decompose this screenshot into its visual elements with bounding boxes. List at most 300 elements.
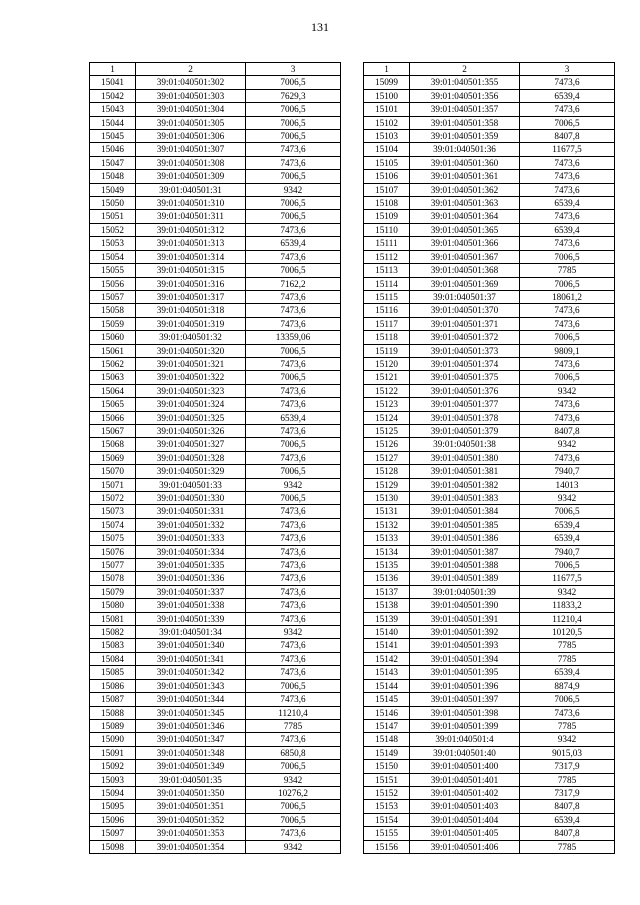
- row-number-cell: 15100: [364, 89, 410, 102]
- value-cell: 11677,5: [520, 143, 615, 156]
- value-cell: 9342: [520, 585, 615, 598]
- cadastral-number-cell: 39:01:040501:329: [136, 465, 246, 478]
- row-number-cell: 15049: [90, 183, 136, 196]
- cadastral-number-cell: 39:01:040501:309: [136, 170, 246, 183]
- value-cell: 7785: [246, 719, 341, 732]
- value-cell: 8407,8: [520, 800, 615, 813]
- value-cell: 7006,5: [246, 197, 341, 210]
- table-row: [90, 652, 341, 665]
- row-number-cell: 15102: [364, 116, 410, 129]
- cadastral-number-cell: 39:01:040501:371: [410, 317, 520, 330]
- value-cell: 7473,6: [520, 210, 615, 223]
- value-cell: 7006,5: [520, 250, 615, 263]
- table-row: [364, 505, 615, 518]
- row-number-cell: 15109: [364, 210, 410, 223]
- value-cell: 6850,8: [246, 746, 341, 759]
- table-row: [364, 170, 615, 183]
- value-cell: 9342: [520, 492, 615, 505]
- row-number-cell: 15096: [90, 813, 136, 826]
- row-number-cell: 15063: [90, 371, 136, 384]
- table-row: [90, 237, 341, 250]
- cadastral-number-cell: 39:01:040501:325: [136, 411, 246, 424]
- value-cell: 10276,2: [246, 786, 341, 799]
- cadastral-number-cell: 39:01:040501:308: [136, 156, 246, 169]
- row-number-cell: 15101: [364, 103, 410, 116]
- row-number-cell: 15127: [364, 451, 410, 464]
- cadastral-number-cell: 39:01:040501:380: [410, 451, 520, 464]
- value-cell: 7473,6: [246, 545, 341, 558]
- cadastral-number-cell: 39:01:040501:4: [410, 733, 520, 746]
- value-cell: 13359,06: [246, 331, 341, 344]
- cadastral-number-cell: 39:01:040501:327: [136, 438, 246, 451]
- value-cell: 7473,6: [246, 357, 341, 370]
- value-cell: 7473,6: [520, 304, 615, 317]
- table-row: [364, 76, 615, 89]
- table-row: [364, 264, 615, 277]
- table-row: [90, 384, 341, 397]
- cadastral-number-cell: 39:01:040501:34: [136, 626, 246, 639]
- cadastral-number-cell: 39:01:040501:379: [410, 424, 520, 437]
- value-cell: 7006,5: [246, 116, 341, 129]
- value-cell: 7473,6: [246, 639, 341, 652]
- value-cell: 7473,6: [520, 103, 615, 116]
- registry-table-right: [363, 62, 615, 854]
- value-cell: 9342: [520, 384, 615, 397]
- value-cell: 7006,5: [246, 800, 341, 813]
- table-row: [364, 572, 615, 585]
- cadastral-number-cell: 39:01:040501:36: [410, 143, 520, 156]
- cadastral-number-cell: 39:01:040501:368: [410, 264, 520, 277]
- row-number-cell: 15070: [90, 465, 136, 478]
- table-row: [364, 331, 615, 344]
- row-number-cell: 15142: [364, 652, 410, 665]
- value-cell: 7473,6: [246, 693, 341, 706]
- row-number-cell: 15154: [364, 813, 410, 826]
- value-cell: 7006,5: [520, 505, 615, 518]
- row-number-cell: 15131: [364, 505, 410, 518]
- column-header: 1: [364, 63, 410, 76]
- value-cell: 7473,6: [246, 250, 341, 263]
- row-number-cell: 15147: [364, 719, 410, 732]
- value-cell: 7473,6: [246, 143, 341, 156]
- value-cell: 7473,6: [246, 733, 341, 746]
- value-cell: 7473,6: [246, 223, 341, 236]
- cadastral-number-cell: 39:01:040501:384: [410, 505, 520, 518]
- row-number-cell: 15083: [90, 639, 136, 652]
- row-number-cell: 15149: [364, 746, 410, 759]
- row-number-cell: 15117: [364, 317, 410, 330]
- row-number-cell: 15128: [364, 465, 410, 478]
- row-number-cell: 15135: [364, 559, 410, 572]
- table-row: [90, 572, 341, 585]
- row-number-cell: 15146: [364, 706, 410, 719]
- cadastral-number-cell: 39:01:040501:358: [410, 116, 520, 129]
- cadastral-number-cell: 39:01:040501:306: [136, 130, 246, 143]
- table-row: [364, 693, 615, 706]
- cadastral-number-cell: 39:01:040501:339: [136, 612, 246, 625]
- table-row: [364, 652, 615, 665]
- value-cell: 7006,5: [246, 371, 341, 384]
- table-row: [364, 599, 615, 612]
- row-number-cell: 15044: [90, 116, 136, 129]
- value-cell: 7785: [520, 264, 615, 277]
- cadastral-number-cell: 39:01:040501:348: [136, 746, 246, 759]
- cadastral-number-cell: 39:01:040501:394: [410, 652, 520, 665]
- row-number-cell: 15132: [364, 518, 410, 531]
- row-number-cell: 15152: [364, 786, 410, 799]
- cadastral-number-cell: 39:01:040501:361: [410, 170, 520, 183]
- value-cell: 7006,5: [246, 813, 341, 826]
- cadastral-number-cell: 39:01:040501:373: [410, 344, 520, 357]
- table-row: [364, 290, 615, 303]
- table-row: [364, 183, 615, 196]
- row-number-cell: 15052: [90, 223, 136, 236]
- row-number-cell: 15153: [364, 800, 410, 813]
- cadastral-number-cell: 39:01:040501:392: [410, 626, 520, 639]
- table-body-right: [364, 63, 615, 854]
- table-row: [90, 250, 341, 263]
- value-cell: 7473,6: [246, 156, 341, 169]
- row-number-cell: 15060: [90, 331, 136, 344]
- row-number-cell: 15087: [90, 693, 136, 706]
- table-row: [90, 116, 341, 129]
- row-number-cell: 15107: [364, 183, 410, 196]
- value-cell: 9342: [520, 438, 615, 451]
- table-row: [364, 103, 615, 116]
- value-cell: 7006,5: [520, 277, 615, 290]
- row-number-cell: 15136: [364, 572, 410, 585]
- row-number-cell: 15129: [364, 478, 410, 491]
- value-cell: 7006,5: [246, 264, 341, 277]
- value-cell: 9342: [246, 626, 341, 639]
- cadastral-number-cell: 39:01:040501:356: [410, 89, 520, 102]
- row-number-cell: 15095: [90, 800, 136, 813]
- value-cell: 7473,6: [520, 706, 615, 719]
- table-row: [364, 639, 615, 652]
- value-cell: 6539,4: [520, 532, 615, 545]
- row-number-cell: 15156: [364, 840, 410, 853]
- page-number: 131: [311, 20, 329, 34]
- row-number-cell: 15108: [364, 197, 410, 210]
- cadastral-number-cell: 39:01:040501:336: [136, 572, 246, 585]
- value-cell: 7473,6: [246, 532, 341, 545]
- table-row: [90, 465, 341, 478]
- table-row: [90, 398, 341, 411]
- table-row: [90, 612, 341, 625]
- value-cell: 7785: [520, 652, 615, 665]
- value-cell: 9342: [246, 478, 341, 491]
- cadastral-number-cell: 39:01:040501:372: [410, 331, 520, 344]
- cadastral-number-cell: 39:01:040501:403: [410, 800, 520, 813]
- cadastral-number-cell: 39:01:040501:331: [136, 505, 246, 518]
- value-cell: 7785: [520, 840, 615, 853]
- cadastral-number-cell: 39:01:040501:330: [136, 492, 246, 505]
- table-row: [364, 760, 615, 773]
- cadastral-number-cell: 39:01:040501:302: [136, 76, 246, 89]
- row-number-cell: 15119: [364, 344, 410, 357]
- row-number-cell: 15071: [90, 478, 136, 491]
- value-cell: 7473,6: [246, 559, 341, 572]
- row-number-cell: 15059: [90, 317, 136, 330]
- table-row: [90, 760, 341, 773]
- value-cell: 7006,5: [246, 679, 341, 692]
- row-number-cell: 15118: [364, 331, 410, 344]
- value-cell: 7162,2: [246, 277, 341, 290]
- table-row: [364, 398, 615, 411]
- table-row: [364, 719, 615, 732]
- cadastral-number-cell: 39:01:040501:35: [136, 773, 246, 786]
- value-cell: 7473,6: [246, 398, 341, 411]
- cadastral-number-cell: 39:01:040501:363: [410, 197, 520, 210]
- table-row: [90, 585, 341, 598]
- table-row: [364, 840, 615, 853]
- table-row: [364, 156, 615, 169]
- cadastral-number-cell: 39:01:040501:364: [410, 210, 520, 223]
- table-row: [90, 143, 341, 156]
- row-number-cell: 15130: [364, 492, 410, 505]
- cadastral-number-cell: 39:01:040501:366: [410, 237, 520, 250]
- row-number-cell: 15043: [90, 103, 136, 116]
- cadastral-number-cell: 39:01:040501:351: [136, 800, 246, 813]
- row-number-cell: 15148: [364, 733, 410, 746]
- value-cell: 7473,6: [246, 518, 341, 531]
- table-row: [364, 478, 615, 491]
- row-number-cell: 15069: [90, 451, 136, 464]
- row-number-cell: 15106: [364, 170, 410, 183]
- table-row: [90, 197, 341, 210]
- table-row: [364, 545, 615, 558]
- value-cell: 18061,2: [520, 290, 615, 303]
- table-row: [364, 237, 615, 250]
- value-cell: 7785: [520, 773, 615, 786]
- value-cell: 7006,5: [246, 130, 341, 143]
- value-cell: 14013: [520, 478, 615, 491]
- table-row: [364, 626, 615, 639]
- table-row: [90, 693, 341, 706]
- table-row: [364, 223, 615, 236]
- value-cell: 11210,4: [246, 706, 341, 719]
- row-number-cell: 15084: [90, 652, 136, 665]
- row-number-cell: 15042: [90, 89, 136, 102]
- value-cell: 7006,5: [246, 344, 341, 357]
- row-number-cell: 15113: [364, 264, 410, 277]
- row-number-cell: 15080: [90, 599, 136, 612]
- value-cell: 7473,6: [246, 652, 341, 665]
- value-cell: 6539,4: [520, 518, 615, 531]
- row-number-cell: 15105: [364, 156, 410, 169]
- cadastral-number-cell: 39:01:040501:393: [410, 639, 520, 652]
- row-number-cell: 15045: [90, 130, 136, 143]
- table-row: [364, 277, 615, 290]
- value-cell: 7006,5: [246, 76, 341, 89]
- row-number-cell: 15125: [364, 424, 410, 437]
- cadastral-number-cell: 39:01:040501:326: [136, 424, 246, 437]
- cadastral-number-cell: 39:01:040501:323: [136, 384, 246, 397]
- table-row: [364, 746, 615, 759]
- row-number-cell: 15143: [364, 666, 410, 679]
- value-cell: 8874,9: [520, 679, 615, 692]
- row-number-cell: 15090: [90, 733, 136, 746]
- table-row: [364, 492, 615, 505]
- value-cell: 7006,5: [246, 103, 341, 116]
- cadastral-number-cell: 39:01:040501:324: [136, 398, 246, 411]
- row-number-cell: 15061: [90, 344, 136, 357]
- table-row: [90, 559, 341, 572]
- cadastral-number-cell: 39:01:040501:402: [410, 786, 520, 799]
- value-cell: 9342: [520, 733, 615, 746]
- value-cell: 6539,4: [520, 666, 615, 679]
- cadastral-number-cell: 39:01:040501:396: [410, 679, 520, 692]
- value-cell: 6539,4: [520, 223, 615, 236]
- table-row: [90, 773, 341, 786]
- value-cell: 7006,5: [246, 760, 341, 773]
- row-number-cell: 15150: [364, 760, 410, 773]
- row-number-cell: 15047: [90, 156, 136, 169]
- row-number-cell: 15139: [364, 612, 410, 625]
- row-number-cell: 15088: [90, 706, 136, 719]
- cadastral-number-cell: 39:01:040501:388: [410, 559, 520, 572]
- row-number-cell: 15104: [364, 143, 410, 156]
- table-row: [90, 706, 341, 719]
- value-cell: 7473,6: [246, 666, 341, 679]
- table-row: [90, 331, 341, 344]
- table-row: [364, 317, 615, 330]
- value-cell: 7473,6: [520, 156, 615, 169]
- value-cell: 7785: [520, 639, 615, 652]
- value-cell: 7473,6: [520, 183, 615, 196]
- value-cell: 7473,6: [246, 612, 341, 625]
- table-row: [364, 411, 615, 424]
- value-cell: 7006,5: [520, 559, 615, 572]
- cadastral-number-cell: 39:01:040501:385: [410, 518, 520, 531]
- value-cell: 7473,6: [520, 398, 615, 411]
- row-number-cell: 15093: [90, 773, 136, 786]
- row-number-cell: 15065: [90, 398, 136, 411]
- row-number-cell: 15124: [364, 411, 410, 424]
- row-number-cell: 15056: [90, 277, 136, 290]
- value-cell: 7473,6: [520, 237, 615, 250]
- column-header: 2: [410, 63, 520, 76]
- row-number-cell: 15085: [90, 666, 136, 679]
- table-row: [90, 599, 341, 612]
- value-cell: 7785: [520, 719, 615, 732]
- table-row: [364, 612, 615, 625]
- table-row: [90, 505, 341, 518]
- value-cell: 7940,7: [520, 545, 615, 558]
- row-number-cell: 15057: [90, 290, 136, 303]
- table-row: [364, 371, 615, 384]
- cadastral-number-cell: 39:01:040501:389: [410, 572, 520, 585]
- table-row: [90, 532, 341, 545]
- table-row: [90, 103, 341, 116]
- table-row: [90, 666, 341, 679]
- table-row: [90, 679, 341, 692]
- row-number-cell: 15046: [90, 143, 136, 156]
- cadastral-number-cell: 39:01:040501:369: [410, 277, 520, 290]
- table-row: [90, 786, 341, 799]
- table-row: [364, 773, 615, 786]
- table-row: [364, 210, 615, 223]
- value-cell: 7006,5: [246, 170, 341, 183]
- table-row: [364, 585, 615, 598]
- cadastral-number-cell: 39:01:040501:335: [136, 559, 246, 572]
- cadastral-number-cell: 39:01:040501:350: [136, 786, 246, 799]
- table-row: [90, 223, 341, 236]
- value-cell: 8407,8: [520, 130, 615, 143]
- row-number-cell: 15053: [90, 237, 136, 250]
- row-number-cell: 15126: [364, 438, 410, 451]
- value-cell: 9342: [246, 773, 341, 786]
- cadastral-number-cell: 39:01:040501:359: [410, 130, 520, 143]
- row-number-cell: 15120: [364, 357, 410, 370]
- row-number-cell: 15114: [364, 277, 410, 290]
- cadastral-number-cell: 39:01:040501:31: [136, 183, 246, 196]
- value-cell: 7473,6: [520, 357, 615, 370]
- table-body-left: [90, 63, 341, 854]
- row-number-cell: 15111: [364, 237, 410, 250]
- table-row: [90, 277, 341, 290]
- row-number-cell: 15048: [90, 170, 136, 183]
- cadastral-number-cell: 39:01:040501:387: [410, 545, 520, 558]
- value-cell: 6539,4: [246, 237, 341, 250]
- cadastral-number-cell: 39:01:040501:374: [410, 357, 520, 370]
- cadastral-number-cell: 39:01:040501:378: [410, 411, 520, 424]
- row-number-cell: 15067: [90, 424, 136, 437]
- row-number-cell: 15144: [364, 679, 410, 692]
- table-row: [90, 210, 341, 223]
- table-header-row: [364, 63, 615, 76]
- cadastral-number-cell: 39:01:040501:38: [410, 438, 520, 451]
- table-row: [364, 384, 615, 397]
- table-row: [364, 89, 615, 102]
- cadastral-number-cell: 39:01:040501:37: [410, 290, 520, 303]
- value-cell: 7473,6: [246, 290, 341, 303]
- cadastral-number-cell: 39:01:040501:352: [136, 813, 246, 826]
- row-number-cell: 15078: [90, 572, 136, 585]
- row-number-cell: 15134: [364, 545, 410, 558]
- table-row: [364, 706, 615, 719]
- row-number-cell: 15112: [364, 250, 410, 263]
- cadastral-number-cell: 39:01:040501:342: [136, 666, 246, 679]
- cadastral-number-cell: 39:01:040501:338: [136, 599, 246, 612]
- cadastral-number-cell: 39:01:040501:397: [410, 693, 520, 706]
- cadastral-number-cell: 39:01:040501:375: [410, 371, 520, 384]
- value-cell: 7006,5: [246, 465, 341, 478]
- table-row: [90, 478, 341, 491]
- table-row: [364, 451, 615, 464]
- cadastral-number-cell: 39:01:040501:406: [410, 840, 520, 853]
- cadastral-number-cell: 39:01:040501:399: [410, 719, 520, 732]
- cadastral-number-cell: 39:01:040501:349: [136, 760, 246, 773]
- column-header: 3: [520, 63, 615, 76]
- table-row: [90, 492, 341, 505]
- row-number-cell: 15066: [90, 411, 136, 424]
- cadastral-number-cell: 39:01:040501:391: [410, 612, 520, 625]
- column-header: 2: [136, 63, 246, 76]
- value-cell: 7473,6: [246, 505, 341, 518]
- table-row: [364, 197, 615, 210]
- column-header: 1: [90, 63, 136, 76]
- table-row: [90, 545, 341, 558]
- row-number-cell: 15086: [90, 679, 136, 692]
- value-cell: 6539,4: [520, 197, 615, 210]
- row-number-cell: 15116: [364, 304, 410, 317]
- cadastral-number-cell: 39:01:040501:340: [136, 639, 246, 652]
- row-number-cell: 15075: [90, 532, 136, 545]
- cadastral-number-cell: 39:01:040501:318: [136, 304, 246, 317]
- table-row: [90, 170, 341, 183]
- value-cell: 7473,6: [520, 411, 615, 424]
